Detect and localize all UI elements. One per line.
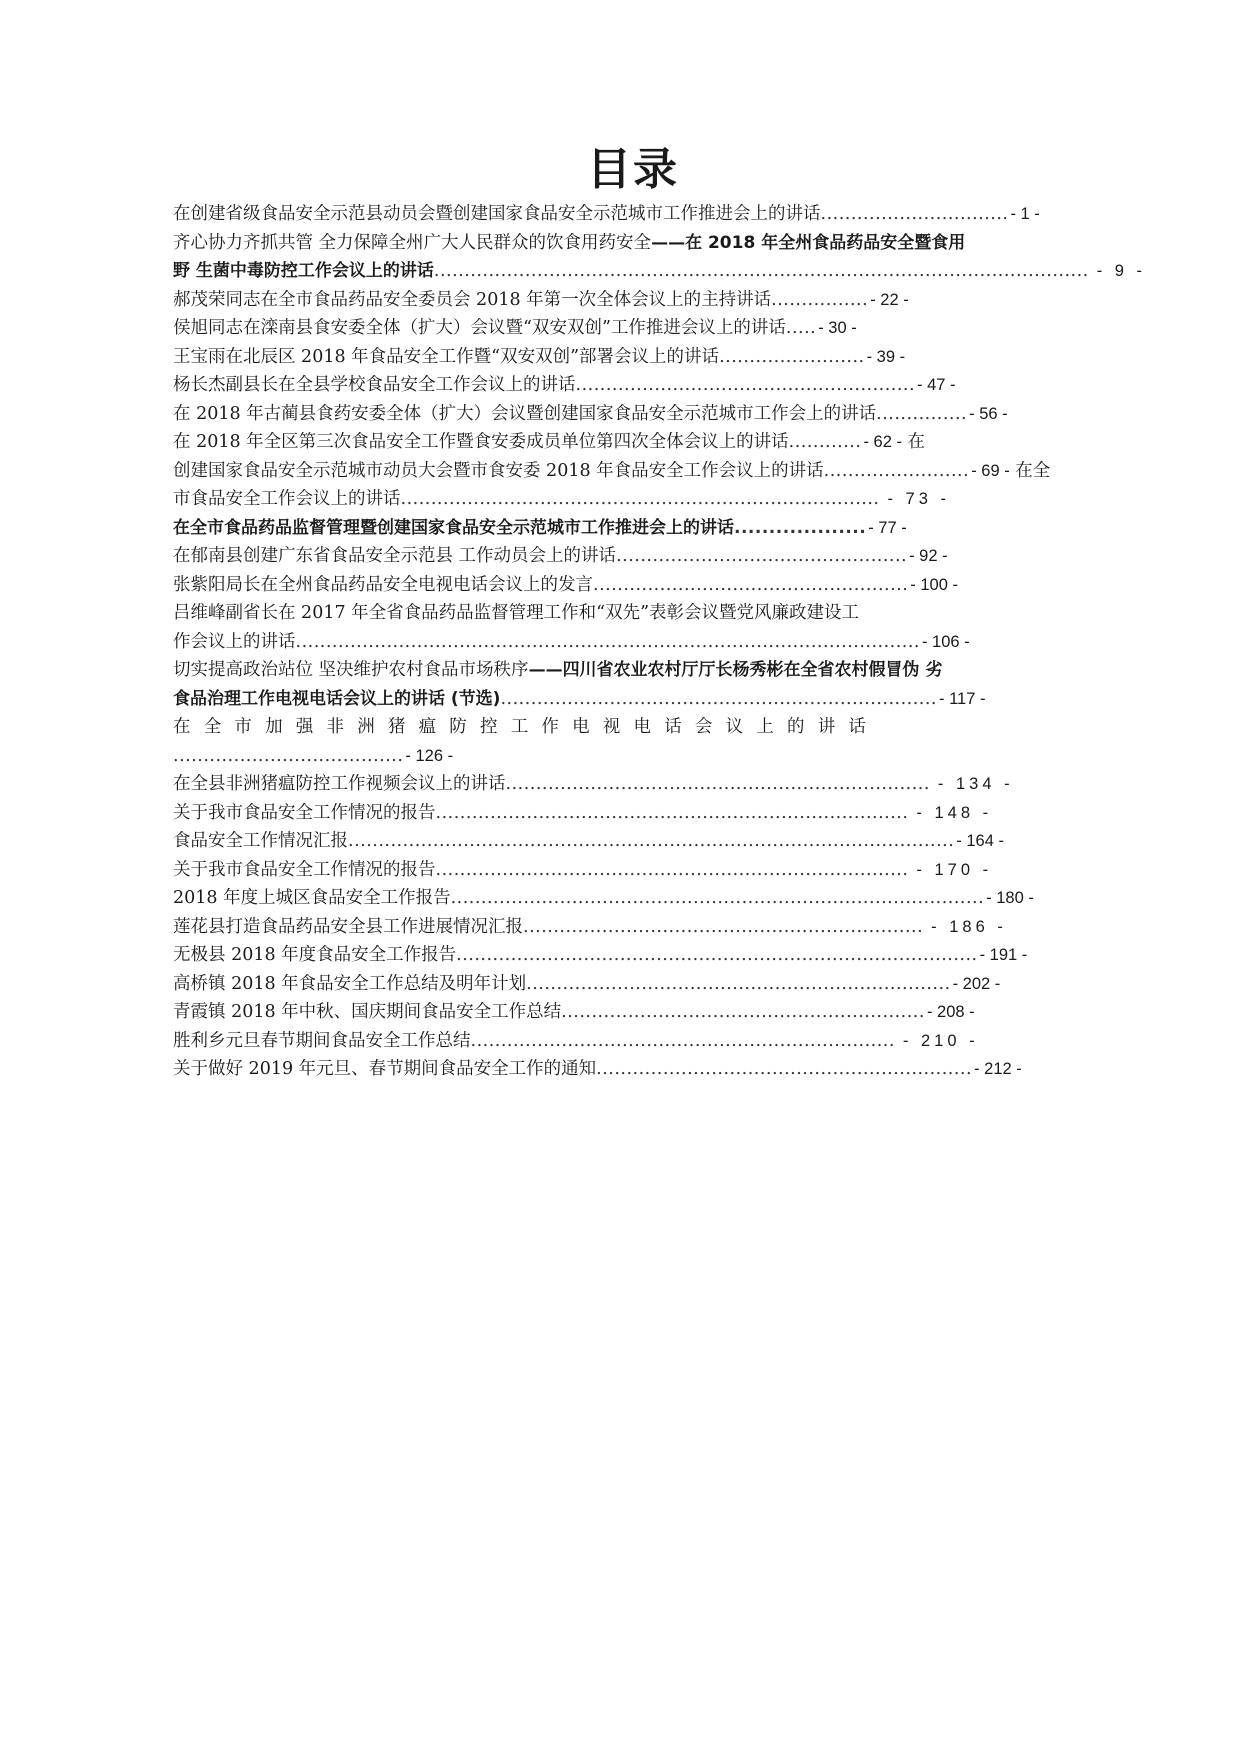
toc-page-number: - 56 - (969, 404, 1008, 423)
toc-entry-title-continued: 作会议上的讲话 (173, 631, 296, 652)
toc-entry-title: 侯旭同志在滦南县食安委全体（扩大）会议暨“双安双创”工作推进会议上的讲话 (173, 318, 786, 338)
toc-leader: ........................................................................ (500, 688, 937, 709)
toc-entry[interactable] (173, 656, 1093, 713)
toc-entry-title: 齐心协力齐抓共管 全力保障全州广大人民群众的饮食用药安全 (173, 232, 652, 253)
toc-page-number: - 1 - (1010, 205, 1040, 223)
toc-entry-title: 创建国家食品安全示范城市动员大会暨市食安委 2018 年食品安全工作会议上的讲话 (173, 460, 824, 481)
toc-entry[interactable] (173, 998, 1093, 1027)
toc-page-number: - 126 - (405, 746, 454, 765)
toc-entry[interactable] (173, 856, 1093, 885)
toc-entry-title: 市食品安全工作会议上的讲话 (173, 489, 401, 509)
toc-leader: .............................................................................. (435, 802, 909, 823)
toc-entry-title: 在郁南县创建广东省食品安全示范县 工作动员会上的讲话 (173, 546, 617, 566)
toc-page-number: - 117 - (939, 689, 986, 708)
toc-leader: ................... (734, 517, 867, 538)
toc-leader: ...................................... (173, 745, 404, 766)
toc-leader: ...................................................................................... (456, 945, 978, 965)
toc-entry-title: 关于我市食品安全工作情况的报告 (173, 859, 436, 880)
toc-page-number: - 134 - (937, 775, 1014, 793)
toc-page-number: - 22 - (870, 290, 909, 309)
toc-leader: ................ (771, 289, 869, 310)
toc-entry-title: 关于我市食品安全工作情况的报告 (173, 802, 436, 823)
toc-entry-subtitle: ——四川省农业农村厅厅长杨秀彬在全省农村假冒伪 劣 (528, 660, 943, 680)
toc-leader: ...................................................................... (470, 1030, 895, 1051)
toc-page-number: - 100 - (910, 575, 958, 594)
toc-page-number: - 77 - (868, 518, 907, 537)
toc-page-number: - 210 - (902, 1031, 979, 1050)
toc-entry-title: 张紫阳局长在全州食品药品安全电视电话会议上的发言 (173, 574, 593, 595)
toc-page-number: - 208 - (926, 1003, 975, 1021)
toc-leader: ...................................................................... (505, 774, 930, 794)
toc-leader: ........................................................ (575, 375, 916, 395)
toc-page-number: - 212 - (974, 1060, 1022, 1078)
toc-page-number: - 9 - (1096, 262, 1147, 280)
toc-entry-title: 莲花县打造食品药品安全县工作进展情况汇报 (173, 916, 523, 937)
toc-leader: ............... (876, 403, 968, 424)
toc-entry[interactable] (173, 400, 1093, 429)
toc-page-number: - 62 - (863, 433, 902, 451)
toc-entry[interactable] (173, 371, 1093, 400)
toc-leader: .............................................................. (596, 1059, 973, 1079)
toc-leader: ....................................................................................................... (295, 631, 920, 652)
toc-entry-title: 胜利乡元旦春节期间食品安全工作总结 (173, 1030, 471, 1051)
toc-leader: ............................................................................... (400, 489, 880, 509)
toc-entry-title: 在 2018 年古蔺县食药安委全体（扩大）会议暨创建国家食品安全示范城市工作会上的讲话 (173, 403, 877, 424)
toc-page-number: - 106 - (921, 632, 970, 651)
toc-entry-title: 食品安全工作情况汇报 (173, 831, 348, 851)
toc-entry[interactable] (173, 1027, 1093, 1056)
toc-leader: ........................ (823, 460, 970, 481)
toc-entry[interactable] (173, 542, 1093, 571)
toc-title: 目录 (587, 144, 679, 195)
toc-leader: ............ (788, 432, 862, 452)
toc-page-number: - 148 - (916, 803, 993, 822)
toc-entry-title: 杨长杰副县长在全县学校食品安全工作会议上的讲话 (173, 375, 576, 395)
toc-entry-title: 关于做好 2019 年元旦、春节期间食品安全工作的通知 (173, 1059, 597, 1079)
toc-entry-title: 郝茂荣同志在全市食品药品安全委员会 2018 年第一次全体会议上的主持讲话 (173, 289, 772, 310)
toc-entry[interactable] (173, 713, 1093, 770)
toc-page-number: - 191 - (979, 946, 1028, 964)
toc-entry[interactable] (173, 827, 1093, 856)
toc-page-number: - 92 - (909, 547, 948, 565)
toc-entry-title: 在全县非洲猪瘟防控工作视频会议上的讲话 (173, 774, 506, 794)
toc-leader: ............................... (820, 204, 1009, 224)
toc-entry[interactable] (173, 941, 1093, 970)
toc-entry-title: 在全市加强非洲猪瘟防控工作电视电话会议上的讲话 (173, 717, 880, 737)
toc-entry[interactable] (173, 229, 1147, 286)
toc-page-number: - 69 - (971, 461, 1010, 480)
toc-entry[interactable] (173, 314, 1093, 343)
toc-entry-title: 切实提高政治站位 坚决维护农村食品市场秩序 (173, 660, 529, 680)
toc-page-number: - 164 - (956, 832, 1004, 850)
toc-entry-title: 吕维峰副省长在 2017 年全省食品药品监督管理工作和“双先”表彰会议暨党风廉政建设工 (173, 603, 860, 623)
toc-entry[interactable] (173, 571, 1093, 600)
toc-entry-title: 高桥镇 2018 年食品安全工作总结及明年计划 (173, 973, 527, 994)
toc-leader: ................................................ (616, 546, 908, 566)
toc-page-number: - 30 - (818, 319, 857, 337)
toc-page-number: - 186 - (931, 917, 1007, 936)
toc-page-number: - 202 - (952, 974, 1001, 993)
toc-entry[interactable] (173, 286, 1093, 315)
toc-leader: .................................................... (593, 574, 909, 595)
toc-list (173, 200, 1147, 1084)
toc-leader: .................................................................................................... (348, 831, 955, 851)
toc-entry-title: 2018 年度上城区食品安全工作报告 (173, 888, 451, 908)
document-page (173, 140, 1147, 1084)
toc-entry-subtitle: ——在 2018 年全州食品药品安全暨食用 (651, 232, 966, 253)
toc-page-number: - 170 - (916, 860, 993, 879)
toc-entry-title: 青霞镇 2018 年中秋、国庆期间食品安全工作总结 (173, 1002, 562, 1022)
toc-leader: ............................................................................................................ (433, 261, 1089, 281)
toc-entry[interactable] (173, 970, 1093, 999)
toc-entry[interactable] (173, 343, 1093, 372)
toc-entry-title: 王宝雨在北辰区 2018 年食品安全工作暨“双安双创”部署会议上的讲话 (173, 346, 720, 367)
toc-entry-title-start: 在全 (1009, 460, 1051, 481)
toc-page-number: - 73 - (887, 490, 950, 508)
toc-entry[interactable] (173, 514, 1093, 543)
toc-page-number: - 47 - (917, 376, 956, 394)
toc-entry[interactable] (173, 884, 1093, 913)
toc-entry-title-start: 在 (901, 432, 926, 452)
toc-leader: ...................................................................... (526, 973, 951, 994)
toc-entry[interactable] (173, 1055, 1093, 1084)
toc-leader: ........................................................................................ (450, 888, 985, 908)
toc-entry[interactable] (173, 913, 1093, 942)
toc-page-number: - 39 - (866, 347, 906, 366)
toc-entry[interactable] (173, 200, 1093, 229)
toc-entry-title-continued: 食品治理工作电视电话会议上的讲话 (节选) (173, 688, 501, 709)
toc-entry-title: 在全市食品药品监督管理暨创建国家食品安全示范城市工作推进会上的讲话 (173, 517, 734, 538)
toc-leader: ........................ (719, 346, 865, 367)
toc-page-number: - 180 - (986, 889, 1034, 907)
toc-entry-title-continued: 野 生菌中毒防控工作会议上的讲话 (173, 261, 434, 281)
toc-leader: ..... (785, 318, 817, 338)
toc-entry-title: 在创建省级食品安全示范县动员会暨创建国家食品安全示范城市工作推进会上的讲话 (173, 204, 821, 224)
toc-entry[interactable] (173, 799, 1093, 828)
toc-entry-title: 在 2018 年全区第三次食品安全工作暨食安委成员单位第四次全体会议上的讲话 (173, 432, 789, 452)
toc-leader: .................................................................. (523, 916, 924, 937)
toc-entry-block[interactable] (173, 428, 1093, 514)
toc-leader: .............................................................................. (435, 859, 909, 880)
toc-leader: ............................................................ (561, 1002, 925, 1022)
toc-entry[interactable] (173, 770, 1093, 799)
toc-entry[interactable] (173, 599, 1093, 656)
toc-entry-title: 无极县 2018 年度食品安全工作报告 (173, 945, 457, 965)
